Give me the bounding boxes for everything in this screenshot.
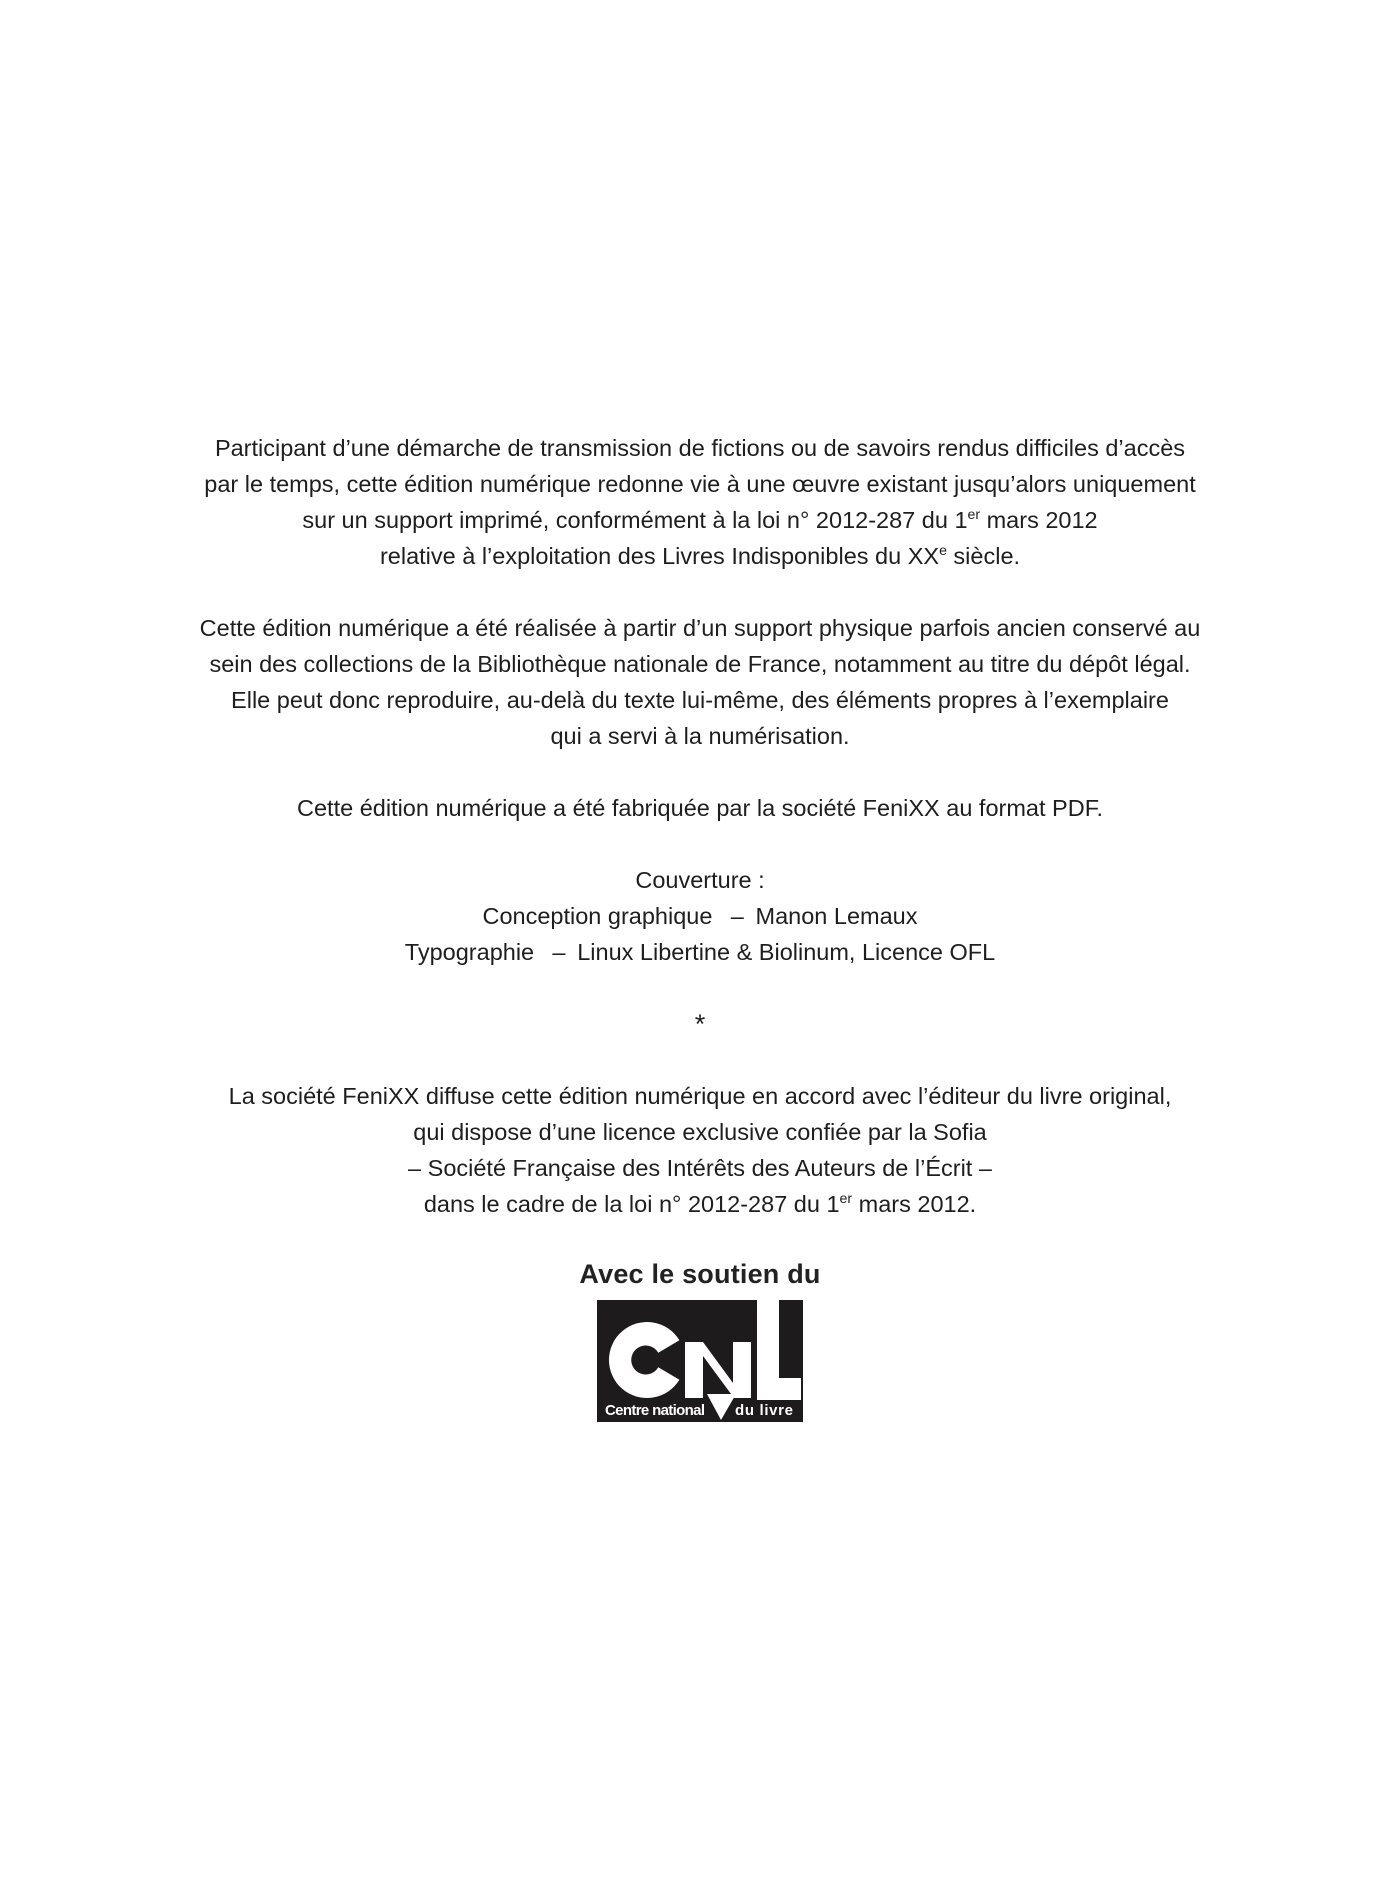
superscript-text: e — [939, 542, 947, 559]
text-segment: – Société Française des Intérêts des Auteurs de l’Écrit – — [408, 1155, 992, 1181]
text-line — [0, 934, 1400, 970]
text-line — [0, 718, 1400, 754]
text-line — [0, 682, 1400, 718]
text-segment: qui a servi à la numérisation. — [550, 723, 850, 749]
superscript-text: er — [839, 1190, 853, 1207]
cnl-caption-right: du livre — [735, 1402, 793, 1419]
text-segment: mars 2012. — [852, 1191, 977, 1217]
text-segment: dans le cadre de la loi n° 2012-287 du 1 — [423, 1191, 840, 1217]
text-segment: La société FeniXX diffuse cette édition numérique en accord avec l’éditeur du livre original, — [228, 1083, 1172, 1109]
text-segment: Conception graphique – Manon Lemaux — [482, 903, 918, 929]
text-line — [0, 646, 1400, 682]
text-segment: mars 2012 — [980, 507, 1098, 533]
text-line — [0, 1006, 1400, 1042]
cnl-logo-icon — [597, 1300, 803, 1422]
cnl-support-label: Avec le soutien du — [579, 1259, 821, 1289]
text-line — [0, 1150, 1400, 1186]
cnl-caption-left: Centre national — [605, 1402, 705, 1419]
paragraph-transmission-law — [0, 430, 1400, 574]
text-segment: Typographie – Linux Libertine & Biolinum, Licence OFL — [404, 939, 996, 965]
text-segment: siècle. — [946, 543, 1021, 569]
text-segment: sein des collections de la Bibliothèque nationale de France, notamment au titre du dépôt légal. — [209, 651, 1191, 677]
text-segment: par le temps, cette édition numérique redonne vie à une œuvre existant jusqu’alors uniquement — [204, 471, 1196, 497]
cnl-logo — [0, 1300, 1400, 1422]
text-segment: Cette édition numérique a été réalisée à partir d’un support physique parfois ancien conservé au — [199, 615, 1201, 641]
text-segment: Participant d’une démarche de transmission de fictions ou de savoirs rendus difficiles d’accès — [214, 435, 1186, 461]
text-line — [0, 790, 1400, 826]
text-segment: Cette édition numérique a été fabriquée par la société FeniXX au format PDF. — [297, 795, 1103, 821]
text-segment: * — [694, 1009, 706, 1039]
text-segment: relative à l’exploitation des Livres Indisponibles du XX — [379, 543, 940, 569]
text-line — [0, 898, 1400, 934]
text-line — [0, 466, 1400, 502]
separator-asterisk — [0, 1006, 1400, 1042]
text-line — [0, 430, 1400, 466]
text-line — [0, 1186, 1400, 1222]
text-segment: qui dispose d’une licence exclusive confiée par la Sofia — [413, 1119, 987, 1145]
text-segment: sur un support imprimé, conformément à la loi n° 2012-287 du 1 — [302, 507, 968, 533]
text-line — [0, 502, 1400, 538]
text-line — [0, 1114, 1400, 1150]
paragraph-diffusion-license — [0, 1078, 1400, 1222]
text-line — [0, 1078, 1400, 1114]
text-line — [0, 538, 1400, 574]
superscript-text: er — [967, 506, 981, 523]
text-segment: Elle peut donc reproduire, au-delà du texte lui-même, des éléments propres à l’exemplaire — [231, 687, 1169, 713]
text-line — [0, 610, 1400, 646]
text-segment: Couverture : — [635, 867, 765, 893]
cnl-support-lockup — [0, 1258, 1400, 1422]
paragraph-couverture-credits — [0, 862, 1400, 970]
text-line — [0, 862, 1400, 898]
paragraph-bnf-source — [0, 610, 1400, 754]
paragraph-fenixx-pdf — [0, 790, 1400, 826]
